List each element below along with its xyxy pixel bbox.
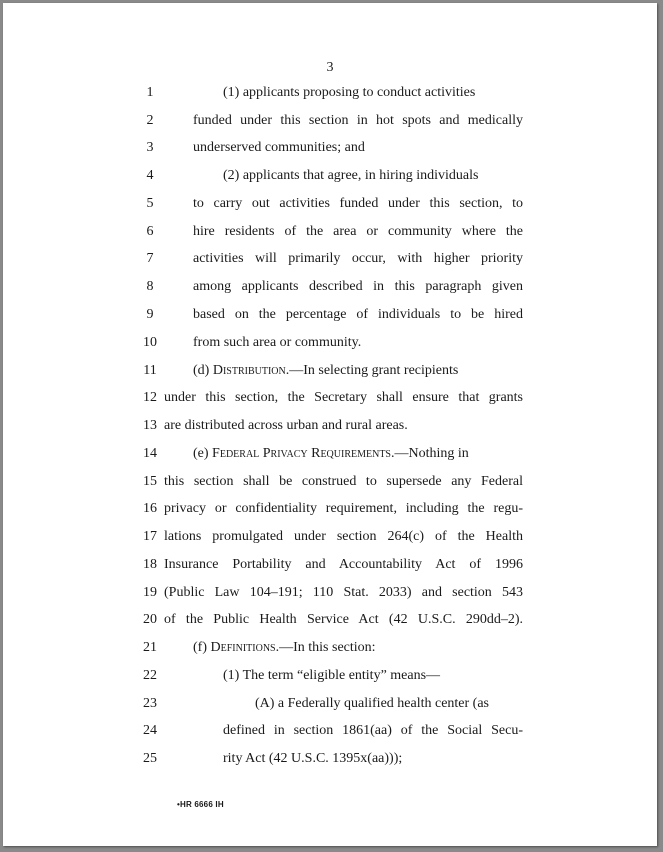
section-e-heading-line <box>193 445 469 463</box>
line-number: 5 <box>146 196 154 211</box>
text-line: privacy or confidentiality requirement, including the regu- <box>164 501 523 516</box>
text-line: this section shall be construed to supersede any Federal <box>164 474 523 489</box>
line-number: 16 <box>143 501 157 516</box>
text-line: (A) a Federally qualified health center (as <box>255 696 490 711</box>
text-line: funded under this section in hot spots and medically <box>193 113 523 128</box>
section-heading: Distribution <box>212 363 286 378</box>
text-line: (2) applicants that agree, in hiring individuals <box>223 168 479 183</box>
line-number: 12 <box>143 390 157 405</box>
document-page <box>3 3 657 846</box>
text-line: rity Act (42 U.S.C. 1395x(aa))); <box>223 751 403 766</box>
text-line: hire residents of the area or community where the <box>193 224 523 239</box>
subsection-label: (f) <box>193 640 211 655</box>
section-f-heading-line <box>193 639 376 657</box>
subsection-label: (d) <box>193 363 213 378</box>
line-number: 13 <box>143 418 157 433</box>
text-line: lations promulgated under section 264(c) of the Health <box>164 529 523 544</box>
line-number: 14 <box>143 446 157 461</box>
text-line: based on the percentage of individuals to be hired <box>193 307 523 322</box>
text-fragment: .—Nothing in <box>391 446 469 461</box>
text-line: to carry out activities funded under this section, to <box>193 196 523 211</box>
text-line: under this section, the Secretary shall ensure that grants <box>164 390 523 405</box>
text-line: are distributed across urban and rural areas. <box>164 418 408 433</box>
line-number: 6 <box>146 224 154 239</box>
text-line: activities will primarily occur, with higher priority <box>193 251 523 266</box>
line-number: 1 <box>146 85 154 100</box>
text-line: (Public Law 104–191; 110 Stat. 2033) and section 543 <box>164 585 523 600</box>
page-number: 3 <box>326 60 334 75</box>
line-number: 23 <box>143 696 157 711</box>
line-number: 9 <box>146 307 154 322</box>
text-line: underserved communities; and <box>193 140 365 155</box>
text-line: (1) The term “eligible entity” means— <box>223 668 441 683</box>
section-d-heading-line <box>193 362 458 380</box>
line-number: 10 <box>143 335 157 350</box>
text-fragment: .—In selecting grant recipients <box>285 363 459 378</box>
section-heading: Definitions <box>210 640 276 655</box>
text-fragment: .—In this section: <box>275 640 376 655</box>
text-line: from such area or community. <box>193 335 362 350</box>
line-number: 25 <box>143 751 157 766</box>
line-number: 11 <box>143 363 157 378</box>
line-number: 15 <box>143 474 157 489</box>
text-line: of the Public Health Service Act (42 U.S.C. 290dd–2). <box>164 612 523 627</box>
line-number: 4 <box>146 168 154 183</box>
line-number: 18 <box>143 557 157 572</box>
line-number: 22 <box>143 668 157 683</box>
line-number: 19 <box>143 585 157 600</box>
text-line: among applicants described in this paragraph given <box>193 279 523 294</box>
text-line: defined in section 1861(aa) of the Social Secu- <box>223 723 523 738</box>
line-number: 7 <box>146 251 154 266</box>
text-line: (1) applicants proposing to conduct activities <box>223 85 476 100</box>
line-number: 17 <box>143 529 157 544</box>
bill-identifier-footer: •HR 6666 IH <box>177 800 224 809</box>
line-number: 20 <box>143 612 157 627</box>
text-line: Insurance Portability and Accountability Act of 1996 <box>164 557 523 572</box>
line-number: 24 <box>143 723 157 738</box>
line-number: 3 <box>146 140 154 155</box>
line-number: 8 <box>146 279 154 294</box>
section-heading: Federal Privacy Requirements <box>212 446 391 461</box>
line-number: 2 <box>146 113 154 128</box>
line-number: 21 <box>143 640 157 655</box>
subsection-label: (e) <box>193 446 213 461</box>
